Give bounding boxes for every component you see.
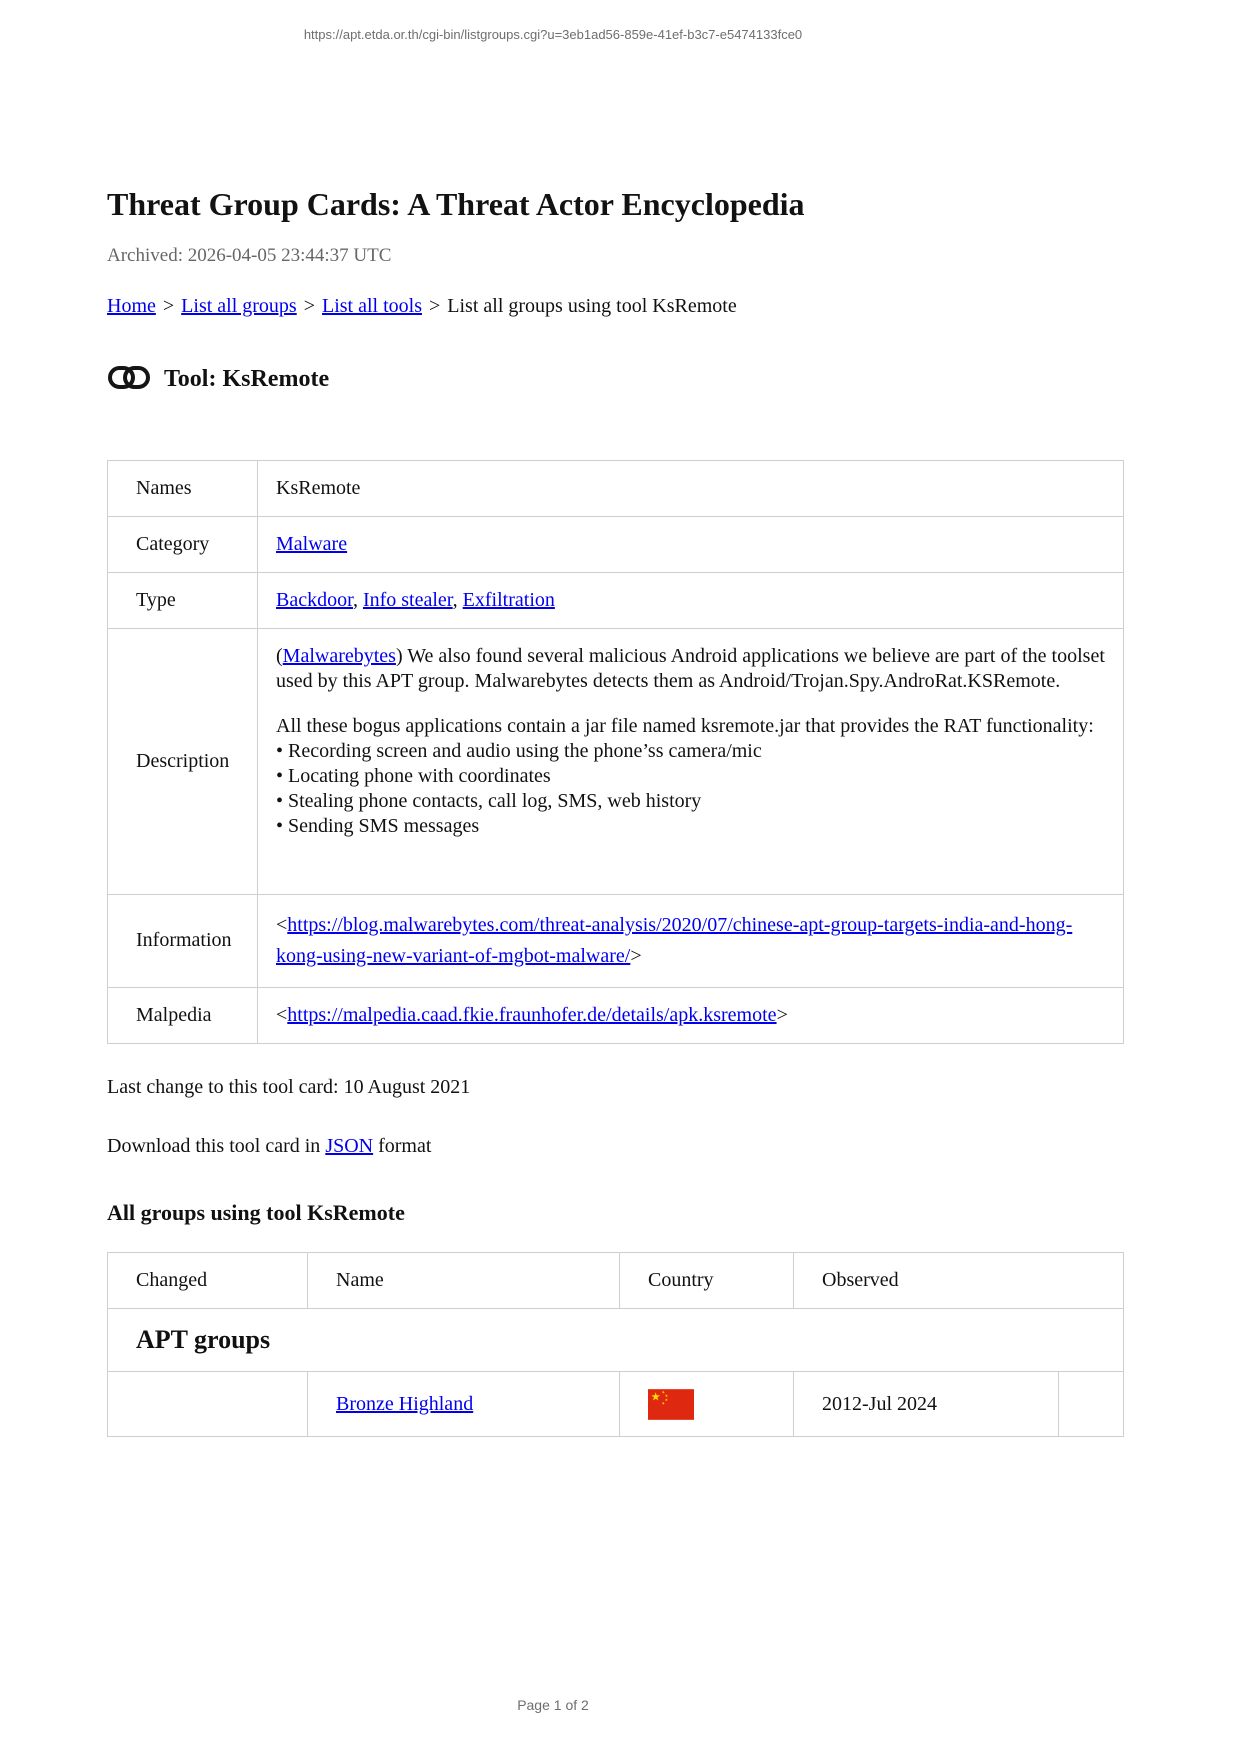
print-header-url: https://apt.etda.or.th/cgi-bin/listgroups.cgi?u=3eb1ad56-859e-41ef-b3c7-e5474133fce0 (303, 27, 803, 42)
type-separator: , (352, 588, 363, 611)
table-row-information (108, 894, 1124, 987)
group-type-row (108, 1308, 1124, 1372)
paren-open: ( (276, 644, 283, 667)
last-change-note: Last change to this tool card: 10 August 2021 (107, 1075, 471, 1098)
group-country-cell (620, 1372, 794, 1437)
breadcrumb-link-home[interactable]: Home (107, 294, 156, 317)
table-row-type (108, 572, 1124, 628)
table-row-names (108, 460, 1124, 516)
description-bullet: • Stealing phone contacts, call log, SMS, web history (276, 789, 702, 812)
angle-open: < (276, 913, 288, 936)
breadcrumb-link-list-all-groups[interactable]: List all groups (181, 294, 297, 317)
group-name-cell (308, 1372, 620, 1437)
type-value (258, 572, 1124, 628)
group-type-heading: APT groups (136, 1324, 271, 1354)
names-label: Names (108, 460, 258, 516)
description-paragraph-1 (276, 644, 1105, 694)
description-bullet: • Recording screen and audio using the phone’ss camera/mic (276, 739, 762, 762)
type-link-backdoor[interactable]: Backdoor (276, 588, 353, 611)
download-note (107, 1135, 1123, 1158)
group-type-cell (108, 1308, 1124, 1372)
header-name: Name (308, 1252, 620, 1308)
information-label: Information (108, 894, 258, 987)
breadcrumb-separator: > (162, 294, 175, 317)
angle-close: > (630, 944, 642, 967)
malpedia-link[interactable]: https://malpedia.caad.fkie.fraunhofer.de/details/apk.ksremote (287, 1003, 777, 1026)
names-value: KsRemote (258, 460, 1124, 516)
groups-table (107, 1252, 1124, 1438)
information-value (258, 894, 1124, 987)
table-row-category (108, 516, 1124, 572)
page-title: Threat Group Cards: A Threat Actor Encyclopedia (107, 186, 805, 222)
description-paragraph-2: All these bogus applications contain a jar file named ksremote.jar that provides the RAT functionality: (276, 714, 1094, 737)
tool-heading-row (107, 364, 1123, 396)
tool-card-table (107, 460, 1124, 1044)
page-indicator: Page 1 of 2 (517, 1697, 589, 1713)
malpedia-label: Malpedia (108, 987, 258, 1043)
group-link-bronze-highland[interactable]: Bronze Highland (336, 1392, 474, 1415)
breadcrumb-separator: > (303, 294, 315, 317)
header-changed: Changed (108, 1252, 308, 1308)
group-changed-cell (108, 1372, 308, 1437)
download-text-post: format (373, 1134, 432, 1157)
permalink-anchor[interactable] (107, 364, 151, 396)
type-link-exfiltration[interactable]: Exfiltration (462, 588, 555, 611)
header-country: Country (620, 1252, 794, 1308)
type-separator: , (452, 588, 463, 611)
description-text: ) We also found several malicious Android applications we believe are part of the toolset used by this APT group. Malwarebytes detects them as Android/Trojan.Spy.AndroRat.KSRemote. (276, 644, 1105, 692)
china-flag-icon (648, 1389, 775, 1420)
description-label: Description (108, 628, 258, 894)
breadcrumb-current: List all groups using tool KsRemote (447, 294, 737, 317)
group-extra-cell (1059, 1372, 1124, 1437)
groups-header-row (108, 1252, 1124, 1308)
category-link-malware[interactable]: Malware (276, 532, 348, 555)
breadcrumb (107, 295, 1123, 318)
tool-title: Tool: KsRemote (164, 366, 330, 393)
description-bullet: • Sending SMS messages (276, 814, 480, 837)
malpedia-value (258, 987, 1124, 1043)
header-observed: Observed (794, 1252, 1124, 1308)
information-link[interactable]: https://blog.malwarebytes.com/threat-analysis/2020/07/chinese-apt-group-targets-india-and-hong-kong-using-new-variant-of-mgbot-malware/ (276, 913, 1073, 967)
table-row-description (108, 628, 1124, 894)
breadcrumb-separator: > (429, 294, 441, 317)
type-link-info-stealer[interactable]: Info stealer (362, 588, 453, 611)
description-spacer (276, 839, 1105, 879)
angle-open: < (276, 1003, 288, 1026)
group-observed-cell: 2012-Jul 2024 (794, 1372, 1059, 1437)
archived-timestamp: Archived: 2026-04-05 23:44:37 UTC (107, 244, 392, 266)
table-row-malpedia (108, 987, 1124, 1043)
category-value (258, 516, 1124, 572)
groups-section-heading: All groups using tool KsRemote (107, 1199, 405, 1225)
angle-close: > (776, 1003, 788, 1026)
description-bullet: • Locating phone with coordinates (276, 764, 551, 787)
download-json-link[interactable]: JSON (325, 1134, 374, 1157)
download-text-pre: Download this tool card in (107, 1134, 326, 1157)
group-row (108, 1372, 1124, 1437)
category-label: Category (108, 516, 258, 572)
type-label: Type (108, 572, 258, 628)
source-link-malwarebytes[interactable]: Malwarebytes (282, 644, 396, 667)
breadcrumb-link-list-all-tools[interactable]: List all tools (322, 294, 422, 317)
description-value (258, 628, 1124, 894)
chain-link-icon (107, 364, 151, 396)
page-content (107, 0, 1123, 1437)
